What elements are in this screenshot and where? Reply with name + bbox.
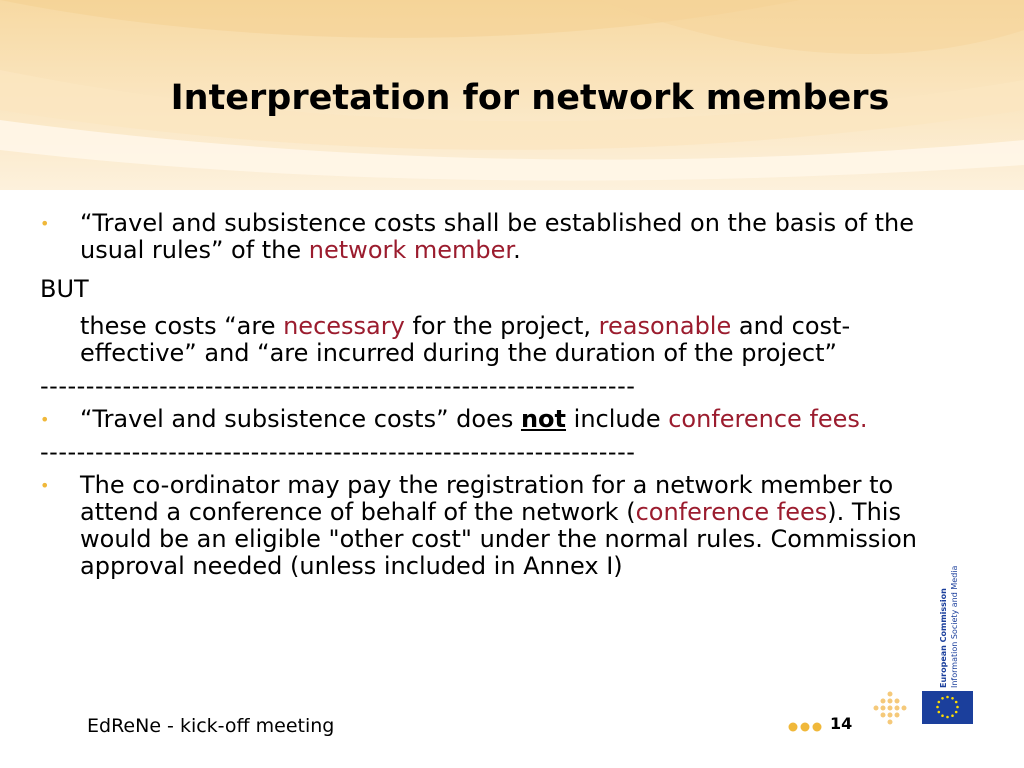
conditions-text: these costs “are bbox=[80, 312, 284, 340]
necessary-highlight: necessary bbox=[283, 312, 405, 340]
dotted-cross-icon bbox=[870, 690, 910, 730]
bullet1-highlight: network member bbox=[308, 236, 514, 264]
european-commission-logo-text bbox=[935, 540, 965, 690]
ec-logo-line1: European Commission bbox=[939, 588, 948, 688]
reasonable-highlight: reasonable bbox=[598, 312, 732, 340]
header-banner bbox=[0, 0, 1024, 190]
page-number: 14 bbox=[830, 714, 853, 733]
separator-line: ----------------------------------------------------------------- bbox=[40, 373, 636, 400]
bullet-travel-rules bbox=[40, 210, 940, 264]
bullet2-highlight: conference fees. bbox=[668, 405, 868, 433]
bullet2-text-2: include bbox=[566, 405, 669, 433]
bullet-dot-icon: • bbox=[40, 476, 50, 495]
eu-flag-icon bbox=[922, 691, 973, 724]
slide-body bbox=[40, 210, 940, 580]
bullet-coordinator-payment bbox=[40, 472, 940, 580]
bullet-dot-icon: • bbox=[40, 214, 50, 233]
bullet1-end: . bbox=[513, 236, 521, 264]
bullet3-text-2: ). This would be an eligible "other cost" under the normal rules. Commission approval needed (unless included in Annex I) bbox=[80, 498, 917, 580]
footer-meeting-label: EdReNe - kick-off meeting bbox=[87, 715, 335, 737]
separator-line: ----------------------------------------------------------------- bbox=[40, 439, 636, 466]
conditions-text-2: for the project, bbox=[404, 312, 599, 340]
bullet2-text: “Travel and subsistence costs” does bbox=[80, 405, 521, 433]
bullet1-text: “Travel and subsistence costs shall be established on the basis of the usual rules” of the bbox=[80, 209, 914, 264]
not-emphasis: not bbox=[520, 405, 567, 433]
bullet-dot-icon: • bbox=[40, 410, 50, 429]
ec-logo-line2: Information Society and Media bbox=[950, 565, 959, 688]
slide-title: Interpretation for network members bbox=[170, 78, 890, 118]
but-label: BUT bbox=[40, 275, 89, 303]
cost-conditions bbox=[40, 313, 940, 367]
bullet3-text: The co-ordinator may pay the registration for a network member to attend a conference of behalf of the network ( bbox=[80, 471, 894, 526]
bullet3-highlight: conference fees bbox=[635, 498, 828, 526]
page-indicator-dots-icon bbox=[788, 718, 824, 737]
conditions-text-3: and cost-effective” and “are incurred during the duration of the project” bbox=[80, 312, 851, 367]
bullet-conference-fees bbox=[40, 406, 940, 433]
